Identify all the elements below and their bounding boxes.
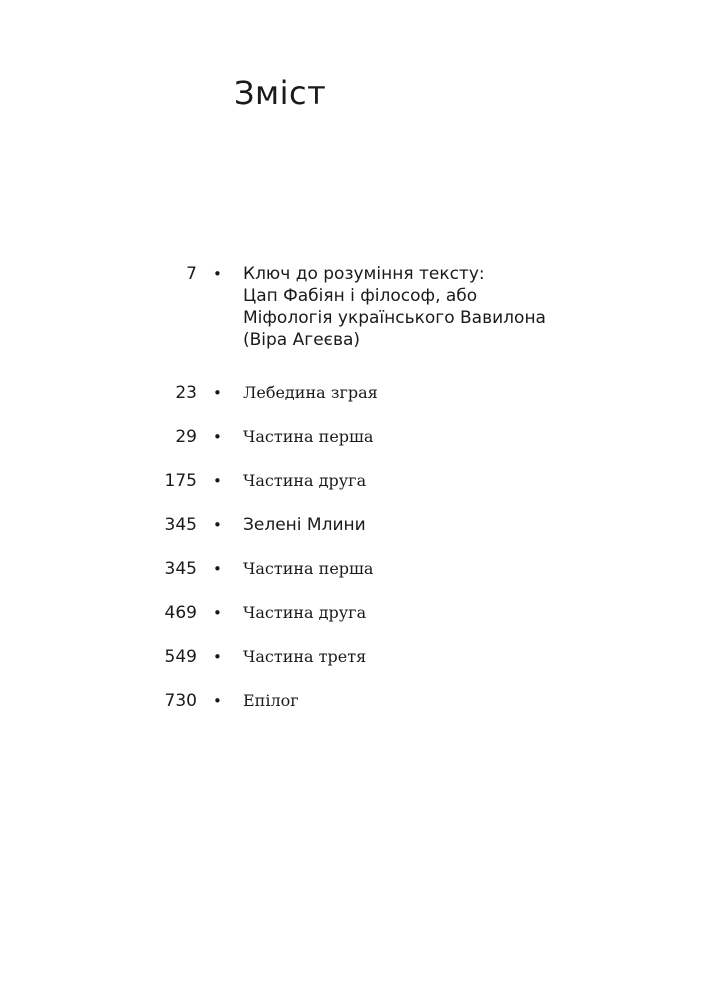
toc-entry-title (243, 646, 703, 668)
bullet-icon: • (213, 472, 222, 490)
bullet-icon: • (213, 560, 222, 578)
toc-page-number: 345 (164, 515, 197, 535)
toc-page-number: 469 (164, 603, 197, 623)
bullet-icon: • (213, 516, 222, 534)
toc-title-line: Міфологія українського Вавилона (243, 308, 546, 328)
toc-page-number: 345 (164, 559, 197, 579)
toc-entry-chapter (0, 602, 728, 646)
toc-title-line: Частина друга (243, 471, 367, 490)
toc-page-number: 730 (164, 691, 197, 711)
bullet-icon: • (213, 692, 222, 710)
toc-entry-title (243, 470, 703, 492)
toc-entry-title (243, 602, 703, 624)
bullet-icon: • (213, 428, 222, 446)
toc-entry-title (243, 382, 703, 404)
toc-entry-chapter (0, 470, 728, 514)
toc-page-number: 549 (164, 647, 197, 667)
toc-entry-chapter (0, 646, 728, 690)
toc-title-line: Частина друга (243, 603, 367, 622)
toc-entry-title (243, 690, 703, 712)
toc-page-number: 175 (164, 471, 197, 491)
toc-entry-intro (0, 263, 728, 382)
toc-entry-chapter (0, 558, 728, 602)
toc-entry-title (243, 426, 703, 448)
bullet-icon: • (213, 648, 222, 666)
toc-entry-title (243, 558, 703, 580)
toc-page-number: 7 (186, 264, 197, 284)
toc-title-line: Частина третя (243, 647, 367, 666)
bullet-icon: • (213, 384, 222, 402)
toc-page-number: 23 (175, 383, 197, 403)
toc-title-line: Лебедина зграя (243, 383, 378, 402)
toc-title-line: Зелені Млини (243, 515, 366, 535)
toc-title-line: Епілог (243, 691, 299, 710)
toc-title-line: Цап Фабіян і філософ, або (243, 286, 478, 306)
toc-entry-part (0, 514, 728, 558)
bullet-icon: • (213, 265, 222, 283)
toc-entry-title (243, 514, 703, 536)
table-of-contents (0, 263, 728, 734)
page-title: Зміст (234, 74, 327, 112)
toc-page-number: 29 (175, 427, 197, 447)
bullet-icon: • (213, 604, 222, 622)
toc-entry-title (243, 263, 703, 351)
toc-title-line: Частина перша (243, 559, 374, 578)
toc-entry-chapter (0, 426, 728, 470)
toc-title-line: (Віра Агеєва) (243, 330, 361, 350)
toc-title-line: Частина перша (243, 427, 374, 446)
toc-entry-chapter (0, 690, 728, 734)
toc-title-line: Ключ до розуміння тексту: (243, 264, 485, 284)
toc-entry-part (0, 382, 728, 426)
